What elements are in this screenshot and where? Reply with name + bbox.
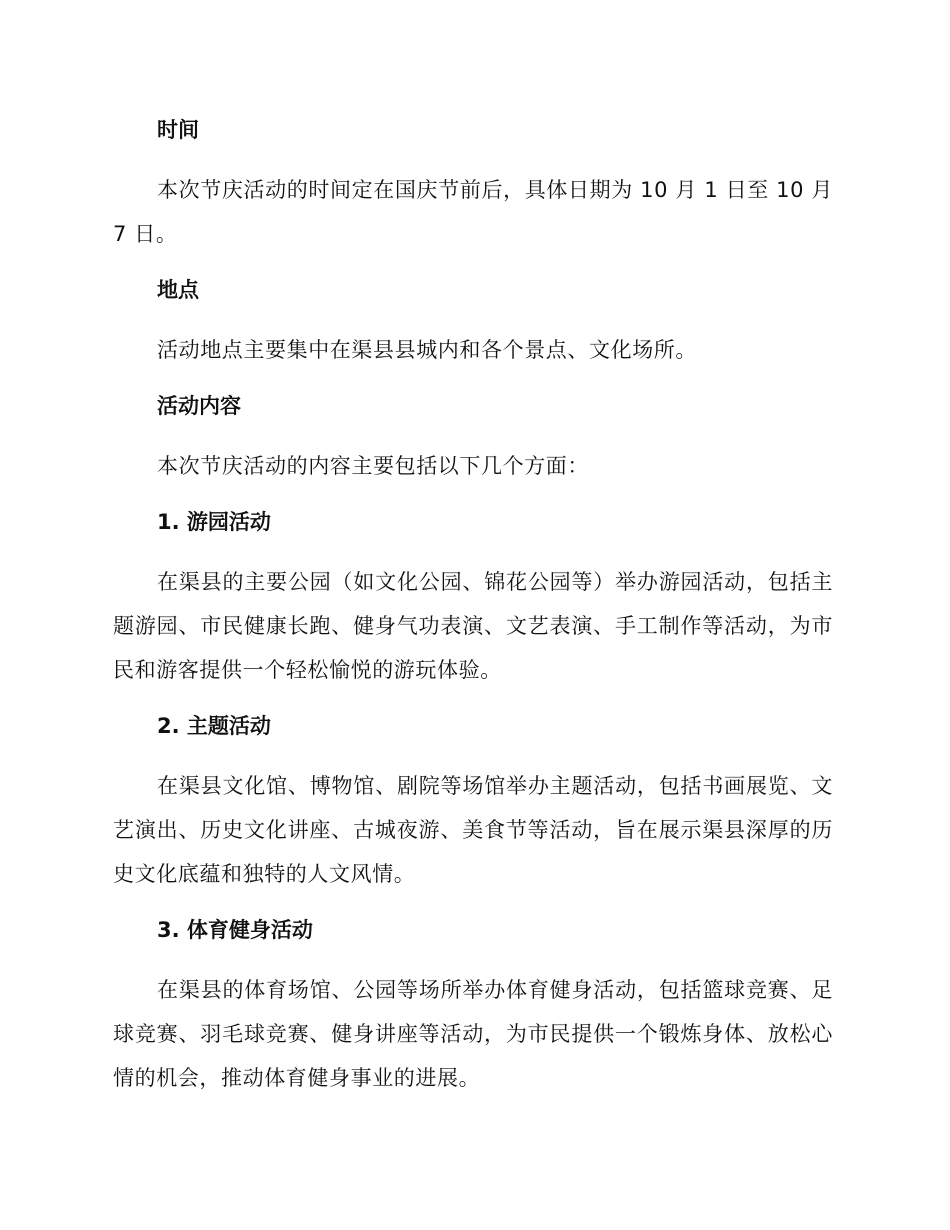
section-heading-content: 活动内容: [157, 394, 241, 418]
section-paragraph-theme-activity: 在渠县文化馆、博物馆、剧院等场馆举办主题活动，包括书画展览、文艺演出、历史文化讲座、古城夜游、美食节等活动，旨在展示渠县深厚的历史文化底蕴和独特的人文风情。: [113, 774, 833, 886]
section-heading-location: 地点: [157, 278, 199, 302]
section-paragraph-content: 本次节庆活动的内容主要包括以下几个方面：: [157, 454, 589, 478]
section-heading-sports-activity: 3. 体育健身活动: [157, 918, 313, 942]
section-paragraph-location: 活动地点主要集中在渠县县城内和各个景点、文化场所。: [157, 338, 697, 362]
section-heading-theme-activity: 2. 主题活动: [157, 714, 271, 738]
section-paragraph-sports-activity: 在渠县的体育场馆、公园等场所举办体育健身活动，包括篮球竞赛、足球竞赛、羽毛球竞赛、健身讲座等活动，为市民提供一个锻炼身体、放松心情的机会，推动体育健身事业的进展。: [113, 978, 833, 1090]
section-paragraph-time: 本次节庆活动的时间定在国庆节前后，具体日期为 10 月 1 日至 10 月 7 日。: [113, 178, 833, 246]
section-heading-time: 时间: [157, 118, 199, 142]
document-body: [113, 110, 833, 1114]
section-heading-garden-activity: 1. 游园活动: [157, 510, 271, 534]
section-paragraph-garden-activity: 在渠县的主要公园（如文化公园、锦花公园等）举办游园活动，包括主题游园、市民健康长跑、健身气功表演、文艺表演、手工制作等活动，为市民和游客提供一个轻松愉悦的游玩体验。: [113, 570, 833, 682]
